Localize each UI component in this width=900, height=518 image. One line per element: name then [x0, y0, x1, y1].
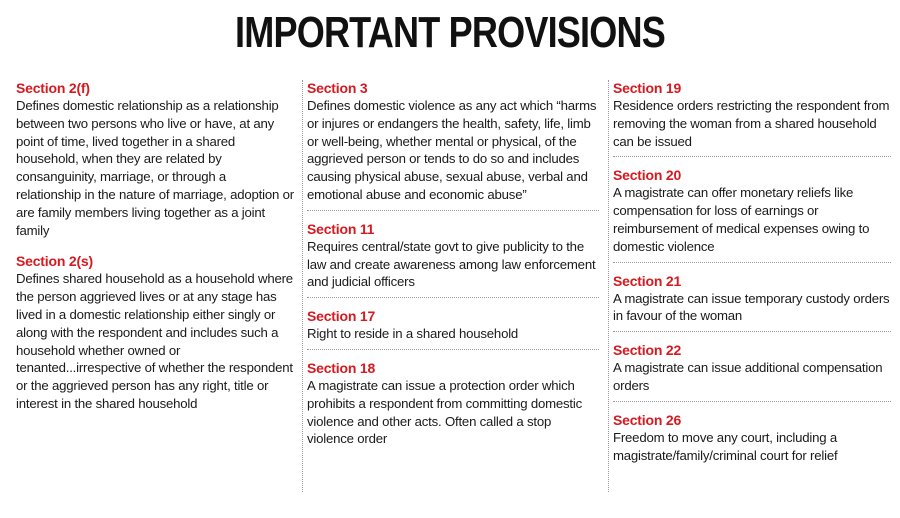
section-body: A magistrate can issue additional compensation orders: [613, 360, 883, 393]
section-heading: Section 3: [307, 80, 368, 96]
page-title: IMPORTANT PROVISIONS: [235, 8, 665, 57]
section-heading: Section 22: [613, 342, 682, 359]
section-17: [307, 308, 599, 350]
section-heading: Section 26: [613, 411, 682, 428]
section-body: Right to reside in a shared household: [307, 326, 519, 342]
section-11: [307, 221, 599, 298]
section-heading: Section 11: [307, 220, 375, 237]
section-body: A magistrate can issue a protection order which prohibits a respondent from committing domestic violence and other acts. Often called a stop violence order: [307, 377, 582, 447]
section-body: Defines domestic violence as any act which “harms or injures or endangers the health, safety, life, limb or well-being, whether mental or physical, of the aggrieved person or tends to do so and includes causing physical abuse, sexual abuse, verbal and emotional abuse and economic abuse”: [307, 98, 597, 202]
section-body: Freedom to move any court, including a magistrate/family/criminal court for relief: [613, 429, 838, 463]
section-heading: Section 21: [613, 272, 682, 289]
section-18: [307, 360, 599, 448]
section-heading: Section 18: [307, 359, 376, 376]
section-2f: [16, 80, 294, 239]
column-2: [302, 80, 599, 492]
section-3: [307, 80, 599, 211]
section-body: Defines domestic relationship as a relationship between two persons who live or have, at any point of time, lived together in a shared household, when they are related by consanguinity, marriage, or through a relationship in the nature of marriage, adoption or are family members living together as a joint family: [16, 98, 294, 238]
section-heading: Section 2(s): [16, 253, 93, 270]
section-heading: Section 17: [307, 308, 376, 325]
section-heading: Section 2(f): [16, 80, 90, 96]
section-2s: [16, 253, 294, 412]
section-body: Residence orders restricting the respondent from removing the woman from a shared household can be issued: [613, 98, 890, 149]
column-1: [16, 80, 294, 421]
section-heading: Section 20: [613, 167, 682, 184]
column-3: [608, 80, 891, 492]
section-20: [613, 167, 891, 262]
section-22: [613, 342, 891, 402]
section-26: [613, 412, 891, 465]
section-body: Defines shared household as a household where the person aggrieved lives or at any stage has lived in a domestic relationship either singly or along with the respondent and includes such a household whether owned or tenanted...irrespective of whether the respondent or the aggrieved person has any right, title or interest in the shared household: [16, 271, 293, 411]
section-body: A magistrate can issue temporary custody orders in favour of the woman: [613, 290, 890, 324]
section-body: A magistrate can offer monetary reliefs like compensation for loss of earnings or reimbursement of medical expenses owing to domestic violence: [613, 185, 870, 254]
section-21: [613, 273, 891, 333]
section-heading: Section 19: [613, 80, 682, 96]
section-19: [613, 80, 891, 157]
section-body: Requires central/state govt to give publicity to the law and create awareness among law enforcement and judicial officers: [307, 238, 596, 290]
